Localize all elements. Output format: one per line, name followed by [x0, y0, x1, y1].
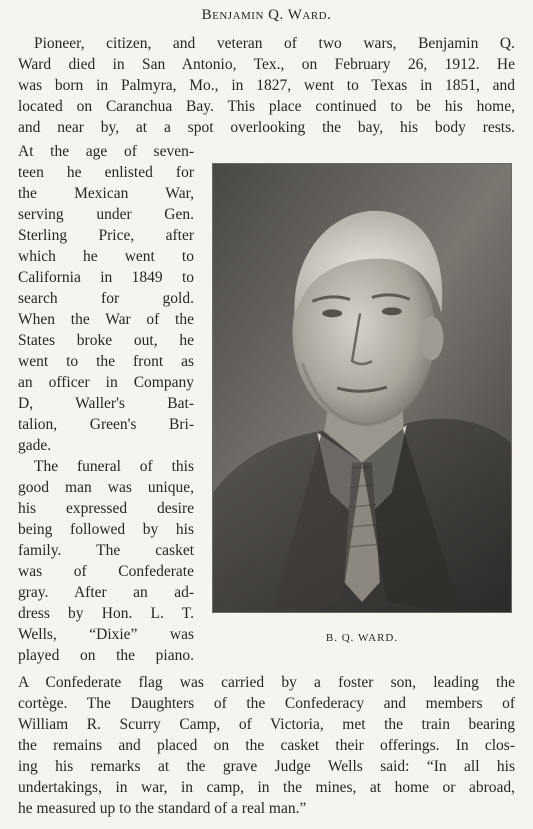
body-line: which he went to — [18, 248, 194, 265]
body-line: The funeral of this — [34, 458, 194, 475]
body-line: Wells, “Dixie” was — [18, 626, 194, 643]
body-line: serving under Gen. — [18, 206, 194, 223]
body-line: dress by Hon. L. T. — [18, 605, 194, 622]
body-line: an officer in Company — [18, 374, 194, 391]
body-line: undertakings, in war, in camp, in the mines, at home or abroad, — [18, 779, 515, 796]
body-line: his expressed desire — [18, 500, 194, 517]
body-line: Ward died in San Antonio, Tex., on February 26, 1912. He — [18, 56, 515, 73]
body-line: good man was unique, — [18, 479, 194, 496]
body-line: and near by, at a spot overlooking the bay, his body rests. — [18, 119, 515, 136]
body-line: family. The casket — [18, 542, 194, 559]
body-line: the remains and placed on the casket their offerings. In clos- — [18, 737, 515, 754]
portrait-image — [213, 164, 511, 612]
body-line: California in 1849 to — [18, 269, 194, 286]
body-line: was of Confederate — [18, 563, 194, 580]
body-line: played on the piano. — [18, 647, 194, 664]
photo-caption: B. Q. WARD. — [325, 632, 399, 644]
body-line: went to the front as — [18, 353, 194, 370]
body-line: ing his remarks at the grave Judge Wells said: “In all his — [18, 758, 515, 775]
body-line: At the age of seven- — [18, 143, 194, 160]
body-line: Sterling Price, after — [18, 227, 194, 244]
body-line: search for gold. — [18, 290, 194, 307]
body-line: When the War of the — [18, 311, 194, 328]
body-line: was born in Palmyra, Mo., in 1827, went to Texas in 1851, and — [18, 77, 515, 94]
body-line: States broke out, he — [18, 332, 194, 349]
body-line: William R. Scurry Camp, of Victoria, met the train bearing — [18, 716, 515, 733]
body-line: D, Waller's Bat- — [18, 395, 194, 412]
body-line: being followed by his — [18, 521, 194, 538]
body-line: cortège. The Daughters of the Confederacy and members of — [18, 695, 515, 712]
portrait-photo — [212, 163, 512, 613]
body-line: the Mexican War, — [18, 185, 194, 202]
body-line: located on Caranchua Bay. This place continued to be his home, — [18, 98, 515, 115]
body-line: A Confederate flag was carried by a foster son, leading the — [18, 674, 515, 691]
page-title: Benjamin Q. Ward. — [201, 7, 332, 23]
body-line: Pioneer, citizen, and veteran of two wars, Benjamin Q. — [34, 35, 515, 52]
body-line: talion, Green's Bri- — [18, 416, 194, 433]
body-line: teen he enlisted for — [18, 164, 194, 181]
body-line: gade. — [18, 437, 52, 454]
body-line: gray. After an ad- — [18, 584, 194, 601]
body-line: he measured up to the standard of a real man.” — [18, 800, 307, 817]
